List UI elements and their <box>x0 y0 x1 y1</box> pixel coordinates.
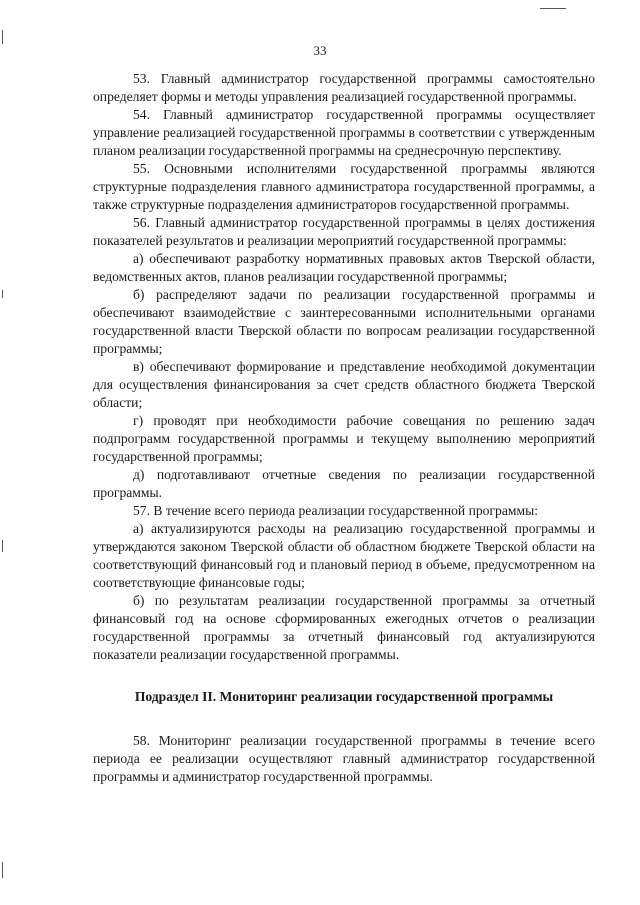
paragraph-54: 54. Главный администратор государственной программы осуществляет управление реализацией государственной программы в соответствии с утвержденным планом реализации государственной программы на среднесрочную перспективу. <box>93 107 595 158</box>
scan-mark-top-right <box>540 8 566 9</box>
scan-mark-left-1 <box>2 30 3 44</box>
paragraph-57: 57. В течение всего периода реализации государственной программы: <box>133 503 538 518</box>
scan-mark-left-4 <box>2 862 3 878</box>
scan-mark-left-3 <box>2 540 3 552</box>
paragraph-57-b: б) по результатам реализации государственной программы за отчетный финансовый год на основе сформированных ежегодных отчетов о реализации государственной программы за отчетный финансовый год актуализируются показатели реализации государственной программы. <box>93 593 595 662</box>
paragraph-57-a: а) актуализируются расходы на реализацию государственной программы и утверждаются законом Тверской области об областном бюджете Тверской области на соответствующий финансовый год и плановый период в объеме, предусмотренном на соответствующие финансовые годы; <box>93 521 595 590</box>
paragraph-56: 56. Главный администратор государственной программы в целях достижения показателей результатов и реализации мероприятий государственной программы: <box>93 215 595 248</box>
scan-mark-left-2 <box>2 290 3 298</box>
document-body <box>93 70 595 786</box>
page-number: 33 <box>313 43 327 58</box>
paragraph-56-v: в) обеспечивают формирование и представление необходимой документации для осуществления финансирования за счет средств областного бюджета Тверской области; <box>93 359 595 410</box>
paragraph-56-d: д) подготавливают отчетные сведения по реализации государственной программы. <box>93 467 595 500</box>
paragraph-53: 53. Главный администратор государственной программы самостоятельно определяет формы и методы управления реализацией государственной программы. <box>93 71 595 104</box>
paragraph-56-a: а) обеспечивают разработку нормативных правовых актов Тверской области, ведомственных актов, планов реализации государственной программы; <box>93 251 595 284</box>
paragraph-56-g: г) проводят при необходимости рабочие совещания по решению задач подпрограмм государственной программы и текущему выполнению мероприятий государственной программы; <box>93 413 595 464</box>
paragraph-58: 58. Мониторинг реализации государственной программы в течение всего периода ее реализации осуществляют главный администратор государственной программы и администратор государственной программы. <box>93 733 595 784</box>
paragraph-55: 55. Основными исполнителями государственной программы являются структурные подразделения главного администратора государственной программы, а также структурные подразделения администраторов государственной программы. <box>93 161 595 212</box>
section-heading: Подраздел II. Мониторинг реализации государственной программы <box>134 689 554 704</box>
paragraph-56-b: б) распределяют задачи по реализации государственной программы и обеспечивают взаимодействие с заинтересованными исполнительными органами государственной власти Тверской области по вопросам реализации государственной программы; <box>93 287 595 356</box>
